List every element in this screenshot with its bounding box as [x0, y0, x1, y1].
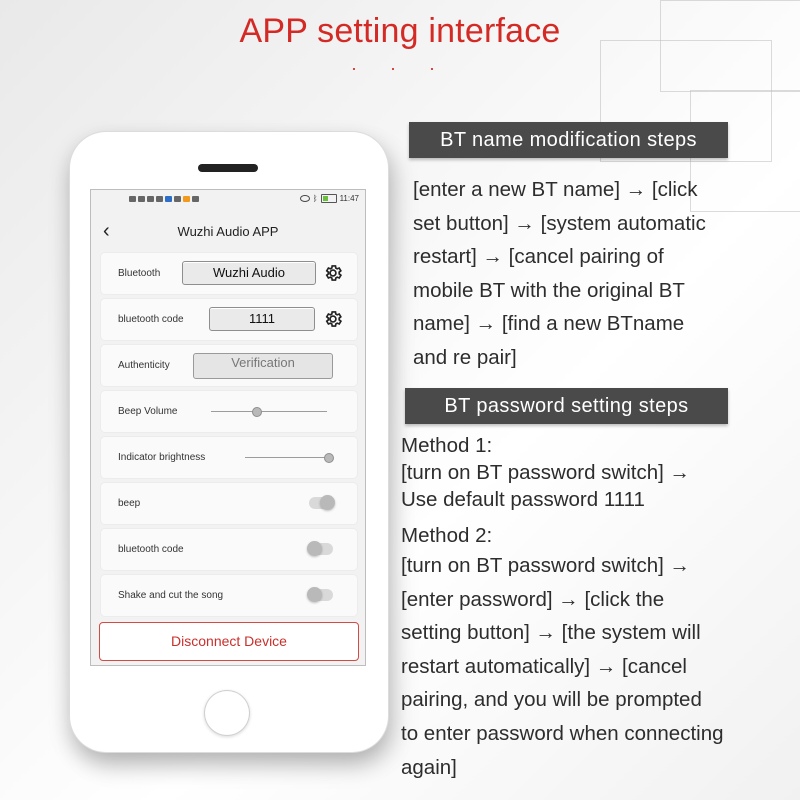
signal-icon: [138, 196, 145, 202]
indicator-brightness-slider[interactable]: [245, 457, 329, 458]
step-line: again]: [401, 755, 457, 779]
battery-icon: [321, 194, 337, 203]
title-dots: · · ·: [351, 58, 449, 78]
wifi-icon: [156, 196, 163, 202]
app-icon: [183, 196, 190, 202]
step-line: mobile BT with the original BT: [413, 278, 685, 302]
beep-volume-slider[interactable]: [211, 411, 327, 412]
beep-row: [101, 483, 357, 524]
verification-button[interactable]: Verification: [193, 353, 333, 379]
bluetooth-name-input[interactable]: Wuzhi Audio: [182, 261, 316, 285]
step-line: pairing, and you will be prompted: [401, 688, 702, 712]
step-line: [enter password] → [click the: [401, 587, 665, 611]
bluetooth-code-toggle[interactable]: [309, 543, 333, 555]
step-line: Use default password 1111: [401, 488, 645, 511]
status-bar: [91, 190, 365, 210]
step-line: name] → [find a new BTname: [413, 312, 685, 336]
bluetooth-code-label: bluetooth code: [118, 314, 184, 325]
slider-thumb[interactable]: [324, 453, 334, 463]
home-button[interactable]: [204, 690, 250, 736]
indicator-brightness-label: Indicator brightness: [118, 452, 206, 463]
bt-password-method-2: [401, 522, 724, 784]
phone-speaker: [198, 164, 258, 172]
method-title: Method 1:: [401, 434, 493, 457]
toggle-knob: [307, 587, 322, 602]
eye-icon: [300, 195, 310, 202]
toggle-knob: [320, 495, 335, 510]
beep-volume-label: Beep Volume: [118, 406, 178, 417]
disconnect-device-button[interactable]: Disconnect Device: [99, 622, 359, 661]
step-line: restart] → [cancel pairing of: [413, 245, 664, 269]
shake-cut-song-row: [101, 575, 357, 616]
step-line: setting button] → [the system will: [401, 621, 701, 645]
app-icon: [165, 196, 172, 202]
bluetooth-code-toggle-label: bluetooth code: [118, 544, 184, 555]
method-title: Method 2:: [401, 524, 493, 547]
step-line: [turn on BT password switch] →: [401, 554, 691, 577]
bluetooth-status-icon: ᛒ: [312, 194, 318, 203]
step-line: restart automatically] → [cancel: [401, 654, 687, 678]
signal-icon: [147, 196, 154, 202]
step-line: [turn on BT password switch] →: [401, 461, 691, 484]
authenticity-row: [101, 345, 357, 386]
bluetooth-code-row: [101, 299, 357, 340]
more-icon: [192, 196, 199, 202]
indicator-brightness-row: [101, 437, 357, 478]
phone-screen: [90, 189, 366, 666]
bluetooth-code-input[interactable]: 1111: [209, 307, 315, 331]
step-line: [enter a new BT name] → [click: [413, 178, 698, 201]
bt-name-header: BT name modification steps: [409, 122, 728, 158]
step-line: and re pair]: [413, 345, 517, 369]
message-icon: [174, 196, 181, 202]
status-time: 11:47: [339, 194, 359, 203]
app-title: Wuzhi Audio APP: [177, 224, 279, 239]
bluetooth-code-toggle-row: [101, 529, 357, 570]
toggle-knob: [307, 541, 322, 556]
beep-toggle[interactable]: [309, 497, 333, 509]
beep-volume-row: [101, 391, 357, 432]
bt-name-steps: [413, 173, 706, 375]
step-line: set button] → [system automatic: [413, 211, 706, 235]
bt-password-method-1: [401, 432, 690, 513]
notification-icon: [129, 196, 136, 202]
shake-cut-song-toggle[interactable]: [309, 589, 333, 601]
shake-cut-song-label: Shake and cut the song: [118, 590, 224, 601]
beep-label: beep: [118, 498, 141, 509]
gear-icon[interactable]: [323, 263, 343, 283]
slider-thumb[interactable]: [252, 407, 262, 417]
back-arrow-icon[interactable]: ‹: [103, 220, 110, 242]
phone-mockup: [70, 132, 388, 752]
bt-password-header: BT password setting steps: [405, 388, 728, 424]
bluetooth-name-row: [101, 253, 357, 294]
status-icons: [129, 196, 199, 202]
app-bar: [91, 218, 365, 250]
step-line: to enter password when connecting: [401, 721, 724, 745]
page-title: APP setting interface: [239, 12, 561, 50]
authenticity-label: Authenticity: [118, 360, 170, 371]
bluetooth-label: Bluetooth: [118, 268, 161, 279]
gear-icon[interactable]: [323, 309, 343, 329]
